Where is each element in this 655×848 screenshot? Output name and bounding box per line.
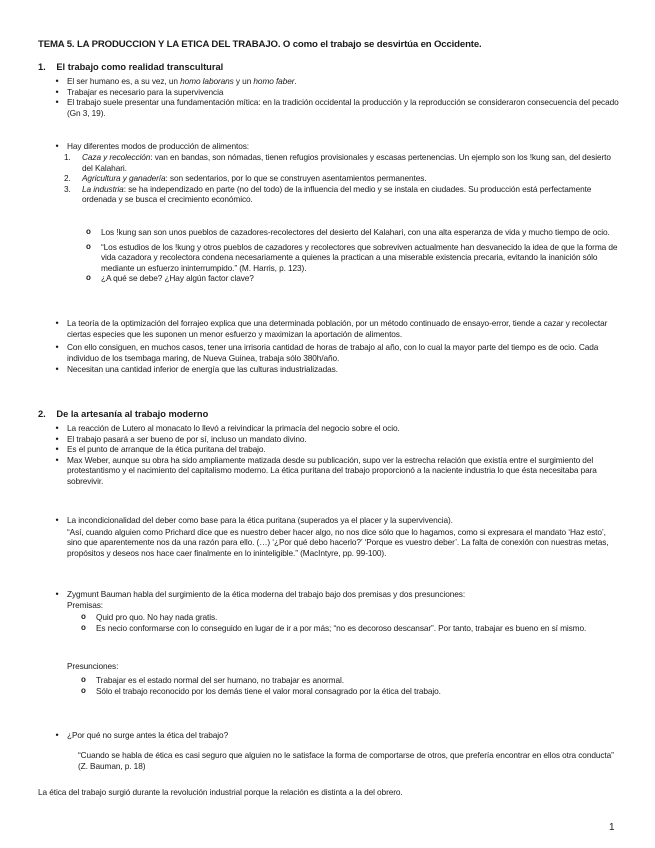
- list-item-text: Quid pro quo. No hay nada gratis.: [96, 612, 218, 622]
- bullet-icon: •: [55, 318, 59, 328]
- list-item: [55, 423, 622, 434]
- section-title: El trabajo como realidad transcultural: [56, 62, 224, 72]
- square-bullet-icon: o: [81, 675, 86, 684]
- bullet-icon: •: [55, 454, 59, 465]
- list-item-text: ¿Por qué no surge antes la ética del trabajo?: [67, 730, 229, 740]
- text-run: : se ha independizado en parte (no del todo) de la influencia del medio y se instala en ciudades. Su producción está perfectamente ordenada y se busca el crecimiento económico.: [82, 183, 592, 205]
- list-item: [55, 86, 622, 98]
- list-item-text: “Los estudios de los !kung y otros pueblos de cazadores y recolectores que sobreviven actualmente han desvanecido la idea de que la forma de vida cazadora y recolectora condena necesariamente a quienes la practican a una miserable existencia precaria, evitando la inanición sólo mediante un esfuerzo ininterrumpido.” (M. Harris, p. 123).: [101, 241, 618, 273]
- list-item: [81, 612, 618, 623]
- list-item: [55, 342, 622, 363]
- list-item-text: Es el punto de arranque de la ética puritana del trabajo.: [67, 444, 266, 455]
- list-item-text: Trabajar es necesario para la supervivencia: [67, 86, 224, 97]
- bullet-icon: •: [55, 76, 59, 86]
- list-item: [86, 273, 618, 284]
- incondicionalidad-block: [55, 515, 622, 558]
- list-item-text: Max Weber, aunque su obra ha sido ampliamente matizada desde su publicación, supo ver la estrecha relación que existía entre el surgimiento del protestantismo y el nacimiento del capitalismo moderno. La ética puritana del trabajo proporcionó a la naciente industria lo que ésta necesitaba para sobrevivir.: [67, 454, 597, 486]
- list-item: [64, 183, 617, 205]
- square-bullet-icon: o: [86, 273, 91, 283]
- text-run: .: [294, 76, 297, 86]
- list-number: 3.: [64, 183, 71, 194]
- list-item-text: El trabajo suele presentar una fundamentación mítica: en la tradición occidental la producción y la reproducción se consideraron consecuencia del pecado (Gn 3, 19).: [67, 97, 619, 118]
- bullet-icon: •: [55, 86, 59, 97]
- section-number: 2.: [38, 409, 46, 419]
- list-item: [55, 730, 622, 741]
- bauman-block: [55, 589, 622, 610]
- list-item-text: El trabajo pasará a ser bueno de por sí, incluso un mandato divino.: [67, 433, 307, 444]
- list-item: [86, 227, 618, 238]
- presunciones-list: [81, 675, 618, 696]
- list-item-text: ¿A qué se debe? ¿Hay algún factor clave?: [101, 273, 254, 284]
- page-number: 1: [609, 822, 615, 833]
- list-item: [64, 173, 617, 184]
- list-item-text: Con ello consiguen, en muchos casos, tener una irrisoria cantidad de horas de trabajo al año, con lo cual la mayor parte del tiempo es de ocio. Cada individuo de los tsembaga maring, de Nueva Guinea, trabaja sólo 380h/año.: [67, 342, 599, 363]
- section-2-bullets-a: [55, 423, 622, 487]
- bullet-icon: •: [55, 444, 59, 455]
- list-item-text: Los !kung san son unos pueblos de cazadores-recolectores del desierto del Kalahari, con una alta esperanza de vida y mucho tiempo de ocio.: [101, 227, 610, 237]
- section-1-heading: [38, 62, 598, 72]
- italic-term: homo laborans: [180, 76, 234, 86]
- bullet-icon: •: [55, 589, 59, 599]
- list-item: [55, 454, 622, 487]
- list-item: [55, 76, 622, 87]
- list-item: [64, 152, 617, 173]
- bullet-icon: •: [55, 515, 59, 525]
- premisas-list: [81, 612, 618, 633]
- bullet-icon: •: [55, 730, 59, 740]
- square-bullet-icon: o: [81, 612, 86, 621]
- text-run: El ser humano es, a su vez, un: [67, 76, 181, 86]
- presunciones-label: Presunciones:: [67, 661, 119, 671]
- premisas-label: Premisas:: [67, 599, 103, 610]
- section-1-modes-intro: [55, 141, 622, 152]
- list-item-text: Es necio conformarse con lo conseguido en lugar de ir a por más; “no es decoroso descansar”. Por tanto, trabajar es bueno en sí mismo.: [96, 622, 587, 633]
- list-item: [55, 589, 622, 600]
- modes-list: [64, 152, 617, 205]
- section-2-heading: [38, 409, 598, 419]
- section-number: 1.: [38, 62, 46, 72]
- list-item-text: La teoría de la optimización del forrajeo explica que una determinada población, por un método continuado de ensayo-error, tiende a cazar y recolectar ciertas especies que les suponen un menor esfuerzo y maximizan la aportación de alimentos.: [67, 318, 608, 339]
- list-number: 1.: [64, 152, 71, 162]
- list-item: [55, 515, 622, 526]
- bullet-icon: •: [55, 423, 59, 433]
- kung-san-sublist: [86, 227, 618, 284]
- section-1-bullets-b: [55, 318, 622, 375]
- closing-paragraph: La ética del trabajo surgió durante la revolución industrial porque la relación es distinta a la del obrero.: [38, 787, 403, 797]
- list-item-text: La reacción de Lutero al monacato lo llevó a reivindicar la primacía del negocio sobre el ocio.: [67, 423, 400, 433]
- list-item: [55, 318, 622, 339]
- list-item: [81, 622, 618, 634]
- page-title: TEMA 5. LA PRODUCCION Y LA ETICA DEL TRABAJO. O como el trabajo se desvirtúa en Occidente.: [38, 39, 482, 50]
- list-item: [55, 364, 622, 375]
- list-item: [81, 685, 618, 697]
- bullet-icon: •: [55, 433, 59, 444]
- question-block: [55, 730, 622, 741]
- list-item-text: Sólo el trabajo reconocido por los demás tiene el valor moral consagrado por la ética del trabajo.: [96, 685, 441, 696]
- list-item-text: La incondicionalidad del deber como base para la ética puritana (superados ya el placer y la supervivencia).: [67, 515, 453, 525]
- bullet-icon: •: [55, 97, 59, 108]
- list-item: [55, 141, 622, 152]
- italic-term: Agricultura y ganadería: [82, 173, 166, 184]
- square-bullet-icon: o: [81, 685, 86, 695]
- list-item: [55, 444, 622, 455]
- italic-term: La industria: [82, 183, 124, 194]
- list-item-text: Zygmunt Bauman habla del surgimiento de la ética moderna del trabajo bajo dos premisas y dos presunciones:: [67, 589, 466, 599]
- bullet-icon: •: [55, 364, 59, 375]
- text-run: y un: [233, 76, 254, 86]
- section-1-bullets-a: [55, 76, 622, 118]
- italic-term: Caza y recolección: [82, 152, 151, 162]
- list-item: [55, 433, 622, 445]
- bullet-icon: •: [55, 342, 59, 353]
- list-item: [55, 97, 622, 118]
- list-item: [81, 675, 618, 686]
- section-title: De la artesanía al trabajo moderno: [56, 409, 209, 419]
- list-item: [86, 241, 618, 274]
- text-run: : son sedentarios, por lo que se construyen asentamientos permanentes.: [165, 173, 427, 184]
- list-number: 2.: [64, 173, 71, 184]
- italic-term: homo faber: [253, 76, 295, 86]
- bullet-icon: •: [55, 141, 59, 151]
- square-bullet-icon: o: [86, 227, 91, 236]
- list-item-text: Necesitan una cantidad inferior de energía que las culturas industrializadas.: [67, 364, 338, 375]
- list-item-text: Hay diferentes modos de producción de alimentos:: [67, 141, 249, 151]
- macintyre-quote: “Así, cuando alguien como Prichard dice que es nuestro deber hacer algo, no nos dice sólo que lo hagamos, como si expresara el mandato ‘Haz esto’, sino que aparentemente nos da una razón para ello. (…) ‘¿Por qué debo hacerlo?’ ‘Porque es vuestro deber’. La falta de conexión con nuestras metas, propósitos y deseos nos hace caer finalmente en lo ininteligible.” (MacIntyre, pp. 99-100).: [67, 526, 609, 558]
- text-run: : van en bandas, son nómadas, tienen refugios provisionales y escasas pertenencias. Un ejemplo son los !kung san, del desierto del Kalahari.: [82, 152, 611, 173]
- square-bullet-icon: o: [86, 241, 91, 251]
- square-bullet-icon: o: [81, 622, 86, 632]
- bauman-quote: “Cuando se habla de ética es casi seguro que alguien no le satisface la forma de comportarse de otros, que prefería encontrar en ellos otra conducta” (Z. Bauman, p. 18): [78, 750, 614, 771]
- list-item-text: Trabajar es el estado normal del ser humano, no trabajar es anormal.: [96, 675, 344, 685]
